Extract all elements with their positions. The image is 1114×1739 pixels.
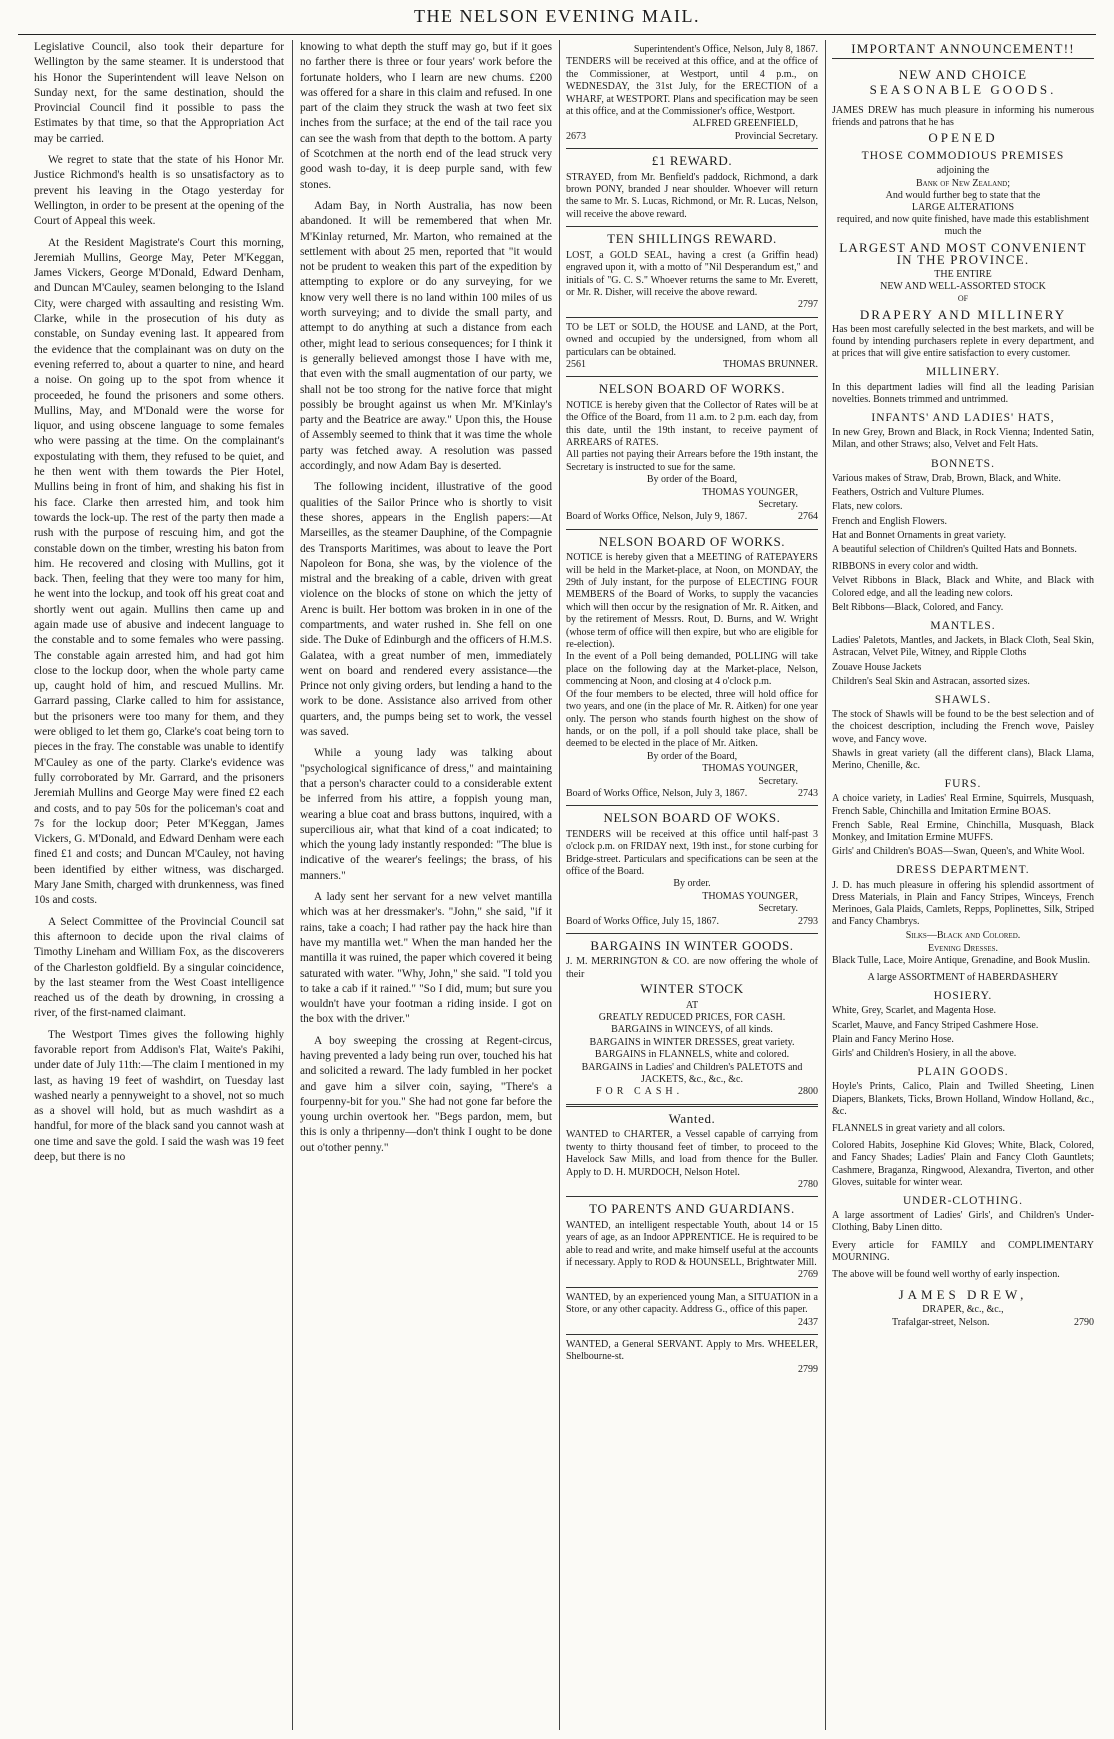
ad-heading: NELSON BOARD OF WOKS. — [603, 810, 781, 826]
ad-line: A large ASSORTMENT of HABERDASHERY — [867, 972, 1059, 983]
ad-signer: THOMAS YOUNGER, — [702, 763, 798, 775]
ad-line: BARGAINS in FLANNELS, white and colored. — [594, 1049, 790, 1061]
ad-servant — [566, 1335, 818, 1381]
ad-line: adjoining the — [936, 165, 990, 177]
ad-line: And would further beg to state that the — [885, 189, 1041, 201]
list-item: Hat and Bonnet Ornaments in great variety. — [832, 529, 1007, 541]
announcement-heading: IMPORTANT ANNOUNCEMENT!! — [832, 43, 1094, 59]
list-item: Belt Ribbons—Black, Colored, and Fancy. — [832, 601, 1004, 613]
ad-body: WANTED, a General SERVANT. Apply to Mrs. WHEELER, Shelbourne-st. — [566, 1338, 818, 1363]
list-item: Flats, new colors. — [832, 501, 903, 513]
list-item: Plain and Fancy Merino Hose. — [832, 1033, 954, 1045]
ad-signer: THOMAS YOUNGER, — [702, 890, 798, 902]
list-item: Girls' and Children's Hosiery, in all the above. — [832, 1048, 1017, 1060]
ads-column-4 — [832, 40, 1094, 1730]
ad-line: LARGE ALTERATIONS — [911, 202, 1015, 214]
ads-column-3 — [566, 40, 818, 1730]
ad-body: The above will be found well worthy of early inspection. — [832, 1269, 1060, 1281]
ad-body: NOTICE is hereby given that a MEETING of RATEPAYERS will be held in the Market-place, at Noon, on MONDAY, the 29th of July instant, for the purpose of ELECTING FOUR MEMBERS of the Board of Works, to supply the vacancies which will then occur by the resignation of Mr. R. Aitken, and by the retirement of Messrs. Rout, D. Burns, and W. Wright (whose term of office will then expire, but who are eligible for re-election). — [566, 552, 818, 651]
ad-body: LOST, a GOLD SEAL, having a crest (a Griffin head) engraved upon it, with a motto of "Nil Desperandum est," and initials of "G. C. S." Whoever returns the same to Mr. Everett, or Mr. R. Disher, will receive the above reward. — [566, 249, 818, 298]
ad-heading: OPENED — [928, 130, 998, 146]
ad-signature: JAMES DREW, — [898, 1287, 1028, 1303]
ad-heading: NEW AND CHOICE — [898, 67, 1028, 83]
ad-line: required, and now quite finished, have made this establishment much the — [836, 214, 1090, 238]
column-rule — [825, 40, 826, 1730]
section-heading: INFANTS' AND LADIES' HATS, — [871, 412, 1055, 425]
section-heading: UNDER-CLOTHING. — [902, 1195, 1024, 1208]
ad-number: 2799 — [798, 1363, 818, 1375]
ad-number: 2437 — [798, 1316, 818, 1328]
list-item: RIBBONS in every color and width. — [832, 561, 979, 573]
section-heading: BONNETS. — [931, 457, 995, 470]
ad-parents — [566, 1197, 818, 1287]
ad-heading: Wanted. — [668, 1110, 716, 1126]
ad-body: WANTED to CHARTER, a Vessel capable of carrying from twenty to thirty thousand feet of timber, to proceed to the Havelock Saw Mills, and load from thence for the Buller. Apply to D. H. MURDOCH, Nelson Hotel. — [566, 1129, 818, 1178]
ad-wharf-tenders — [566, 40, 818, 149]
ad-body: WANTED, an intelligent respectable Youth, about 14 or 15 years of age, as an Indoor APPRENTICE. He is required to be able to read and write, and make himself useful at the accounts if necessary. Apply to ROD & HOUNSELL, Brightwater Mill. — [566, 1219, 818, 1268]
ad-heading: TEN SHILLINGS REWARD. — [607, 231, 777, 247]
ad-wanted-charter — [566, 1107, 818, 1197]
ad-number: 2673 — [566, 130, 586, 142]
ad-line: Evening Dresses. — [927, 942, 999, 954]
list-item: French Sable, Real Ermine, Chinchilla, Musquash, Black Monkey, and Imitation Ermine MUFFS. — [832, 819, 1094, 843]
ad-office: Board of Works Office, Nelson, July 9, 1867. — [566, 511, 748, 523]
paragraph: The following incident, illustrative of the good qualities of the Sailor Prince who is shortly to visit these shores, appears in the English papers:—At Marseilles, as the steamer Dauphine, of the Compagnie des Transports Maritimes, was about to leave the Port Napoleon for Bona, she was, by the violence of the mistral and the breaking of a cable, driven with great violence on the blocks of stone on which the jetty of Arenc is built. Her bottom was broken in in one of the compartments, and water rushed in. She fell on one side. The Duke of Edinburgh and the officers of H.M.S. Galatea, with a great number of men, immediately went on board and rendered every assistance—the Prince not only giving orders, but lending a hand to the work to be done. Assistance also arrived from other quarters, and, the pumps being set to work, the vessel was saved. — [300, 481, 552, 739]
ad-line: BARGAINS in Ladies' and Children's PALETOTS and JACKETS, &c., &c., &c. — [581, 1061, 803, 1086]
ad-line: NEW AND WELL-ASSORTED STOCK — [880, 281, 1046, 293]
ad-body: Every article for FAMILY and COMPLIMENTARY MOURNING. — [832, 1239, 1094, 1263]
column-rule — [292, 40, 293, 1730]
ad-heading: BARGAINS IN WINTER GOODS. — [590, 938, 794, 953]
paragraph: At the Resident Magistrate's Court this morning, Jeremiah Mullins, George May, Peter M'Keggan, James Vickers, George M'Donald, Edward Denham, and Duncan M'Cauley, seamen belonging to the Island City, were charged with assaulting and resisting Wm. Clarke, while in the prosecution of his duty as constable, on Sunday evening last. It appeared from the evidence that the complainant was on duty on the evening referred to, about a quarter to nine, and heard a noise. On going up to the spot from whence it proceeded, he found the prisoners and some others. Mullins, May, and M'Donald were the worse for liquor, and using obscene language to some females who were passing at the time. On the complainant's expostulating with them, they refused to be quiet, and he then went with them towards the Pier Hotel, Mullins being in front of him, and shaking his fist in his face. Clarke then arrested him, and took him towards the lock-up. The rest of the party then made a rush with the purpose of rescuing him, and got the constable down on the timber, wresting his baton from him. He recovered and closing with Mullins, got it back. Then, feeling that they were too many for him, he went into the lockup, and took off his great coat and shortly went out again. Mullins then came up and again made use of abusive and indecent language to the constable and to some females who were passing. The constable again arrested him, and had got him close to the lockup door, when the whole party came up, caught hold of him, and rescued Mullins. Mr. Garrard passing, Clarke called to him for assistance, but the prisoners were too many for them, and they were obliged to let them go, Clarke's coat being torn to pieces in the fray. The constable was unable to identify M'Cauley as one of the party. Clarke's evidence was fully corroborated by Mr. Garrard, and the prisoners Jeremiah Mullins and George May were fined £2 each and costs, and to pay 50s for the policeman's coat and 7s for the lockup door; Peter M'Keggan, James Vickers, G. M'Donald, and Edward Denham were each fined £1 and costs; and Duncan M'Cauley, not having been identified by either witness, was discharged. Mary Jane Smith, charged with drunkenness, was fined 10s and costs. — [34, 236, 284, 907]
masthead-rule — [18, 34, 1096, 35]
news-column-1 — [34, 40, 284, 1730]
ad-number: 2764 — [798, 511, 818, 523]
ad-body: TENDERS will be received at this office until half-past 3 o'clock p.m. on FRIDAY next, 19th inst., for stone curbing for Bridge-street. Particulars and specifications can be seen at the office of the Board. — [566, 828, 818, 877]
list-item: Velvet Ribbons in Black, Black and White, and Black with Colored edge, and all the leading new colors. — [832, 575, 1094, 599]
section-heading: PLAIN GOODS. — [917, 1066, 1009, 1079]
paragraph: Legislative Council, also took their departure for Wellington by the same steamer. It is understood that his Honor the Superintendent will leave Nelson on Sunday next, for the same destination, should the Provincial Council find it possible to pass the Estimates by that time, so that the Appropriation Act may be carried. — [34, 41, 284, 145]
ad-title: Provincial Secretary. — [734, 130, 818, 142]
ad-situation — [566, 1288, 818, 1335]
list-item: Scarlet, Mauve, and Fancy Striped Cashmere Hose. — [832, 1019, 1039, 1031]
list-item: Shawls in great variety (all the different clans), Black Llama, Merino, Chenille, &c. — [832, 747, 1094, 771]
ad-number: 2800 — [798, 1086, 818, 1098]
ad-number: 2797 — [798, 299, 818, 311]
column-rule — [559, 40, 560, 1730]
ad-heading: NELSON BOARD OF WORKS. — [598, 381, 786, 397]
list-item: Ladies' Paletots, Mantles, and Jackets, in Black Cloth, Seal Skin, Astracan, Velvet Pile, Witney, and Ripple Cloths — [832, 635, 1094, 659]
ad-body: TENDERS will be received at this office, and at the office of the Commissioner, at Westport, until 4 p.m., on WEDNESDAY, the 31st July, for the ERECTION of a WHARF, at WESTPORT. Plans and specification may be seen at this office, and at the Commissioner's office, Westport. — [566, 56, 818, 118]
ad-subheading: WINTER STOCK — [640, 981, 744, 997]
ad-heading: LARGEST AND MOST CONVENIENT IN THE PROVINCE. — [839, 239, 1087, 267]
ad-body: STRAYED, from Mr. Benfield's paddock, Richmond, a dark brown PONY, branded J near shoulder. Whoever will return the same to Mr. S. Lucas, Richmond, or Mr. R. Lucas, Nelson, will receive the above reward. — [566, 171, 818, 220]
ad-body: Black Tulle, Lace, Moire Antique, Grenadine, and Book Muslin. — [832, 954, 1091, 966]
ad-number: 2790 — [1074, 1316, 1094, 1328]
ad-body: WANTED, by an experienced young Man, a SITUATION in a Store, or any other capacity. Address G., office of this paper. — [566, 1291, 818, 1316]
ad-body: In this department ladies will find all the leading Parisian novelties. Bonnets trimmed and untrimmed. — [832, 381, 1094, 405]
ad-title: Secretary. — [758, 903, 798, 915]
ad-line: OF — [957, 294, 969, 304]
list-item: Feathers, Ostrich and Vulture Plumes. — [832, 487, 984, 499]
ad-body: Has been most carefully selected in the best markets, and will be found by intending purchasers replete in every department, and at prices that will give entire satisfaction to every customer. — [832, 323, 1094, 360]
list-item: Zouave House Jackets — [832, 661, 922, 673]
ad-ten-shillings — [566, 227, 818, 317]
ad-signer: ALFRED GREENFIELD, — [692, 118, 798, 130]
ad-heading: TO PARENTS AND GUARDIANS. — [589, 1201, 795, 1217]
ad-house-land — [566, 318, 818, 378]
section-heading: SHAWLS. — [934, 693, 992, 706]
paragraph: knowing to what depth the stuff may go, but if it goes no farther there is three or four years' work before the fortunate holders, who I learn are new chums. £200 was offered for a share in this claim and refused. In one part of the claim they struck the wash at two feet six inches from the surface; at the end of the tail race you can see the wash from that depth to the bottom. A party of Scotchmen at the north end of the lead struck very good wash to-day, it is deep purple sand, with few stones. — [300, 41, 552, 191]
ad-order: By order of the Board, — [646, 750, 738, 762]
list-item: The stock of Shawls will be found to be the best selection and of the choicest description, including the French wove, Paisley wove, and Fancy wove. — [832, 709, 1094, 745]
ad-title: Secretary. — [758, 499, 798, 510]
ad-body: JAMES DREW has much pleasure in informing his numerous friends and patrons that he has — [832, 104, 1094, 128]
news-column-2 — [300, 40, 552, 1730]
paragraph: While a young lady was talking about "psychological significance of dress," and maintaining that a person's character could to a considerable extent be inferred from his attire, a foppish young man, wearing a blue coat and brass buttons, inquired, with a supercilious air, what that kind of a coat indicated; to which the young lady instantly responded: "The blue is indicative of the wearer's feelings; the brass, of his manners." — [300, 747, 552, 882]
ad-heading: SEASONABLE GOODS. — [869, 82, 1057, 98]
ad-line: BARGAINS in WINTER DRESSES, great variety. — [589, 1036, 795, 1048]
ad-body: In new Grey, Brown and Black, in Rock Vienna; Indented Satin, Milan, and other Straws; also, Velvet and Felt Hats. — [832, 427, 1094, 451]
paragraph: A lady sent her servant for a new velvet mantilla which was at her dressmaker's. "John," she said, "if it rains, take a coach; I had rather pay the hack hire than have my mantilla wet." When the man handed her the mantilla it was ruined, the paper which covered it being saturated with water. "Why, John," she said. "I told you to take a cab if it rained." "So I did, mum; but sure you wouldn't have your footman a riding inside. I got on the box with the driver." — [300, 891, 552, 1026]
ad-body: In the event of a Poll being demanded, POLLING will take place on the following day at the Market-place, Nelson, commencing at Noon, and closing at 4 o'clock p.m. — [566, 651, 818, 688]
ad-body: J. D. has much pleasure in offering his splendid assortment of Dress Materials, in Plain and Fancy Stripes, Winceys, French Merinoes, Gala Plaids, Camlets, Repps, Poplinettes, Silk, Striped and Fancy Chambrys. — [832, 879, 1094, 928]
ad-heading: DRAPERY AND MILLINERY — [859, 306, 1067, 322]
ad-body: Colored Habits, Josephine Kid Gloves; White, Black, Colored, and Fancy Shades; Ladies' Plain and Fancy Cloth Gauntlets; Cashmere, Braganza, Ringwood, Alexandra, Tiverton, and other Gloves, suitable for winter wear. — [832, 1140, 1094, 1188]
list-item: A choice variety, in Ladies' Real Ermine, Squirrels, Musquash, French Sable, Chinchilla and Imitation Ermine BOAS. — [832, 793, 1094, 817]
masthead: THE NELSON EVENING MAIL. — [414, 6, 700, 26]
ad-line: Bank of New Zealand; — [915, 177, 1011, 189]
ad-title: Secretary. — [758, 775, 798, 787]
ad-line: THE ENTIRE — [934, 269, 992, 281]
ad-line: AT — [685, 999, 699, 1011]
ad-body: Of the four members to be elected, three will hold office for two years, and one (in the place of Mr. R. Aitken) for one year only. The person who stands fourth highest on the show of hands, or on the poll, if a poll should take place, shall be deemed to be elected in the place of Mr. Aitken. — [566, 688, 818, 750]
paragraph: We regret to state that the state of his Honor Mr. Justice Richmond's health is so unsatisfactory as to prevent his leaving in the Otago yesterday for Wellington, in order to be present at the opening of the Court of Appeal this week. — [34, 154, 284, 228]
ad-office: Board of Works Office, Nelson, July 3, 1867. — [566, 787, 748, 799]
ad-heading: NELSON BOARD OF WORKS. — [598, 533, 786, 549]
ad-signature-line: DRAPER, &c., &c., — [922, 1304, 1004, 1316]
ad-office: Board of Works Office, July 15, 1867. — [566, 915, 719, 927]
ad-body: TO be LET or SOLD, the HOUSE and LAND, at the Port, owned and occupied by the undersigned, from whom all particulars can be obtained. — [566, 321, 818, 358]
list-item: Girls' and Children's BOAS—Swan, Queen's, and White Wool. — [832, 846, 1085, 858]
list-item: Children's Seal Skin and Astracan, assorted sizes. — [832, 675, 1030, 687]
ad-signer: THOMAS YOUNGER, — [702, 486, 798, 498]
ad-signature-line: Trafalgar-street, Nelson. — [892, 1316, 990, 1328]
ad-winter-bargains — [566, 934, 818, 1107]
list-item: A beautiful selection of Children's Quilted Hats and Bonnets. — [832, 543, 1077, 555]
ad-body: NOTICE is hereby given that the Collector of Rates will be at the Office of the Board, from 11 a.m. to 2 p.m. each day, from this date, until the 19th instant, to receive payment of ARREARS of RATES. — [566, 399, 818, 448]
ad-number: 2793 — [798, 915, 818, 927]
paragraph: A Select Committee of the Provincial Council sat this afternoon to decide upon the rival claims of Timothy Lineham and William Fox, as the discoverers of the Charleston goldfield. By a singular coincidence, by the last steamer from the West Coast intelligence reached us of the death by drowning, in crossing a river, of the first-named claimant. — [34, 915, 284, 1020]
ad-body: Hoyle's Prints, Calico, Plain and Twilled Sheeting, Linen Diapers, Blankets, Ticks, Brown Holland, Window Holland, &c., &c. — [832, 1081, 1094, 1117]
list-item: Various makes of Straw, Drab, Brown, Black, and White. — [832, 472, 1061, 484]
paragraph: Adam Bay, in North Australia, has now been abandoned. It will be remembered that when Mr. M'Kinlay returned, Mr. Marton, who remained at the settlement with about 25 men, reported that "it would not be prudent to weaken this part of the expedition by attempting to explore or do any surveying, for we know very well there is no land within 100 miles of us worth surveying; and to divide the small party, and attempt to do anything at such a distance from each other, might lead to serious consequences; for I think it is generally believed amongst those I have with me, that even with the small augmentation of our party, we shall not be too strong for the native force that might possibly be brought against us when Mr. M'Kinlay's party and the Beatrice are away." Upon this, the House of Assembly seemed to think that it was time the whole party was fetched away. A resolution was passed accordingly, and now Adam Bay is deserted. — [300, 199, 552, 473]
section-heading: MANTLES. — [930, 619, 996, 632]
section-heading: HOSIERY. — [933, 990, 993, 1003]
ad-body: J. M. MERRINGTON & CO. are now offering the whole of their — [566, 956, 818, 980]
section-heading: MILLINERY. — [926, 366, 1000, 379]
ad-signer: THOMAS BRUNNER. — [722, 358, 818, 370]
ad-body: A large assortment of Ladies' Girls', and Children's Under-Clothing, Baby Linen ditto. — [832, 1210, 1094, 1234]
ad-order: By order. — [673, 878, 711, 890]
ad-board-works-2 — [566, 530, 818, 807]
section-heading: FURS. — [944, 778, 982, 791]
ad-heading: THOSE COMMODIOUS PREMISES — [861, 150, 1065, 163]
paragraph: A boy sweeping the crossing at Regent-circus, having prevented a lady being run over, touched his hat and solicited a reward. The lady fumbled in her pocket and gave him a silver coin, saying, "There's a fourpenny-bit for you." She had not gone far before the young urchin overtook her. "Begs pardon, mem, but this is only a thripenny—don't think I ought to be done out o'tother penny." — [300, 1034, 552, 1154]
ad-number: 2769 — [798, 1269, 818, 1281]
ad-pound-reward — [566, 149, 818, 227]
ad-body: FLANNELS in great variety and all colors. — [832, 1123, 1006, 1135]
section-heading: DRESS DEPARTMENT. — [896, 864, 1030, 877]
ad-line: Silks—Black and Colored. — [905, 930, 1021, 942]
ad-office: Superintendent's Office, Nelson, July 8, 1867. — [633, 44, 818, 55]
ad-board-works-3 — [566, 806, 818, 934]
ad-line: GREATLY REDUCED PRICES, FOR CASH. — [598, 1012, 786, 1024]
ad-line: BARGAINS in WINCEYS, of all kinds. — [611, 1024, 773, 1036]
ad-heading: £1 REWARD. — [651, 153, 733, 169]
list-item: French and English Flowers. — [832, 515, 947, 527]
ad-line: FOR CASH. — [596, 1086, 684, 1098]
ad-number: 2743 — [798, 787, 818, 799]
ad-body: All parties not paying their Arrears before the 19th instant, the Secretary is instructed to sue for the same. — [566, 449, 818, 473]
ad-board-works-1 — [566, 377, 818, 529]
ad-number: 2561 — [566, 358, 586, 370]
ad-order: By order of the Board, — [646, 474, 738, 486]
ad-number: 2780 — [798, 1178, 818, 1190]
paragraph: The Westport Times gives the following highly favorable report from Addison's Flat, Waite's Pakihi, under date of July 11th:—The claim I mentioned in my last, as having 19 feet of washdirt, on Tuesday last washed nearly a pennyweight to a shovel, not so much as a shovel will hold, but as much washdirt as a handful, for more of the black sand you cannot wash at one time and save the gold. I said the wash was 19 feet deep, but there is no — [34, 1028, 284, 1164]
list-item: White, Grey, Scarlet, and Magenta Hose. — [832, 1005, 997, 1017]
